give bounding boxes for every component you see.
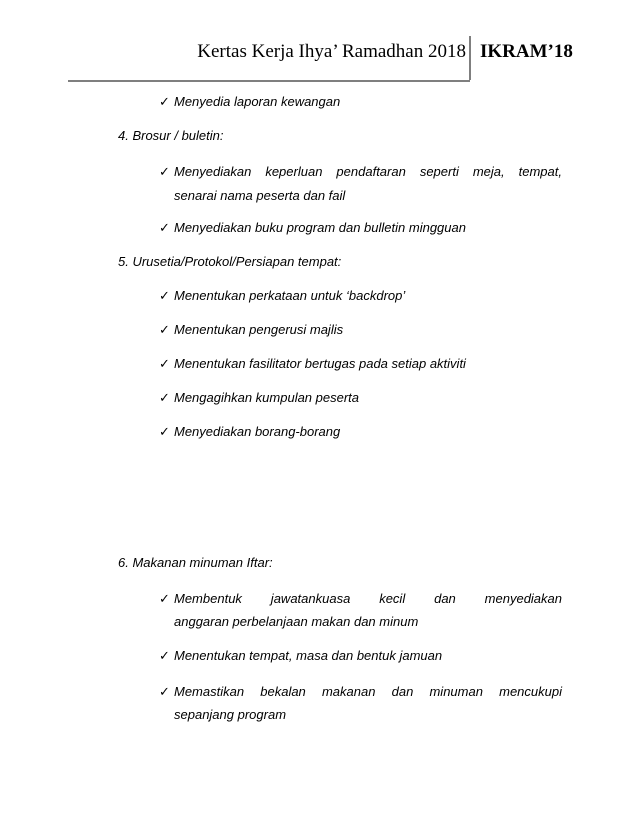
checkmark-icon: ✓ [159,94,170,109]
list-item: Menyediakan keperluan pendaftaran seperti meja, tempat, [174,164,562,179]
list-item-continuation: sepanjang program [174,707,287,722]
section-heading-4: 4. Brosur / buletin: [118,128,224,143]
checkmark-icon: ✓ [159,648,170,663]
header-separator [469,36,471,80]
list-item: Membentuk jawatankuasa kecil dan menyediakan [174,591,562,606]
section-heading-5: 5. Urusetia/Protokol/Persiapan tempat: [118,254,342,269]
list-item-continuation: senarai nama peserta dan fail [174,188,346,203]
page-header [0,36,638,82]
document-title: Kertas Kerja Ihya’ Ramadhan 2018 [197,41,466,62]
checkmark-icon: ✓ [159,356,170,371]
list-item: Mengagihkan kumpulan peserta [174,390,360,405]
list-item: Menyediakan buku program dan bulletin mingguan [174,220,466,235]
checkmark-icon: ✓ [159,322,170,337]
list-item: Menentukan fasilitator bertugas pada setiap aktiviti [174,356,466,371]
list-item-continuation: anggaran perbelanjaan makan dan minum [174,614,419,629]
list-item: Menentukan pengerusi majlis [174,322,344,337]
list-item: Menentukan tempat, masa dan bentuk jamuan [174,648,443,663]
checkmark-icon: ✓ [159,591,170,606]
header-underline [68,80,470,82]
checkmark-icon: ✓ [159,684,170,699]
checkmark-icon: ✓ [159,288,170,303]
organization-brand: IKRAM’18 [480,41,573,62]
checkmark-icon: ✓ [159,220,170,235]
checkmark-icon: ✓ [159,164,170,179]
list-item: Menentukan perkataan untuk ‘backdrop’ [174,288,406,303]
list-item: Memastikan bekalan makanan dan minuman mencukupi [174,684,562,699]
list-item: Menyedia laporan kewangan [174,94,341,109]
checkmark-icon: ✓ [159,424,170,439]
checkmark-icon: ✓ [159,390,170,405]
list-item: Menyediakan borang-borang [174,424,341,439]
section-heading-6: 6. Makanan minuman Iftar: [118,555,273,570]
